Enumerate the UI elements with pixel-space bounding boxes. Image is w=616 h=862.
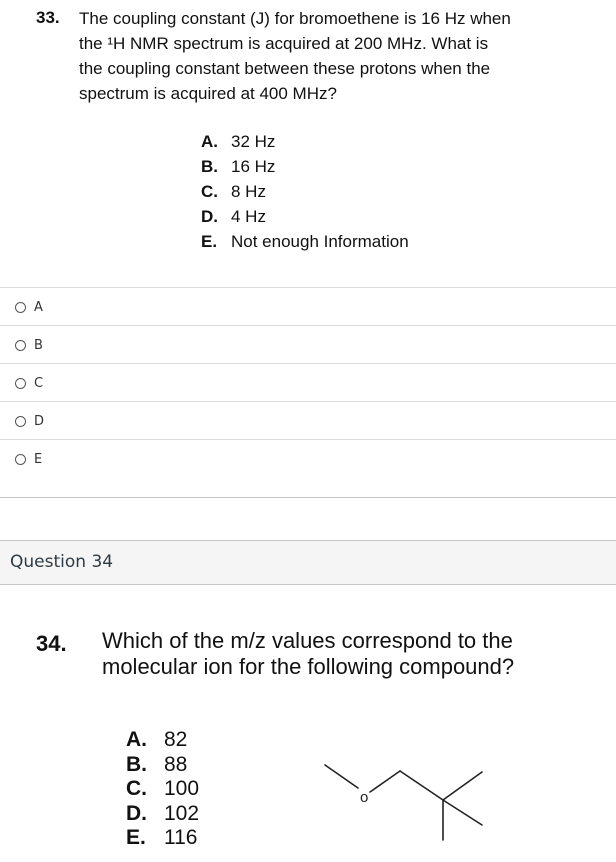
- q34-text-line: Which of the m/z values correspond to the: [102, 628, 513, 653]
- q33-option: B. 16 Hz: [201, 157, 276, 176]
- q33-option: D. 4 Hz: [201, 207, 266, 226]
- q34-option-list: [126, 728, 199, 851]
- radio-button[interactable]: [15, 302, 26, 313]
- q34-text-line: molecular ion for the following compound?: [102, 654, 515, 679]
- q33-option-list: [201, 129, 409, 254]
- q34-option: A. 82: [126, 728, 188, 751]
- answer-option-c[interactable]: [0, 363, 616, 402]
- question-title: Question 34: [10, 552, 114, 572]
- answer-option-e[interactable]: [0, 439, 616, 478]
- q33-number: 33.: [36, 8, 60, 27]
- q34-option: E. 116: [126, 826, 198, 849]
- answer-label: C: [34, 375, 44, 391]
- molecule-structure-diagram: [320, 760, 490, 845]
- q33-text-line: spectrum is acquired at 400 MHz?: [79, 84, 337, 103]
- q33-option: E. Not enough Information: [201, 232, 409, 251]
- answer-label: A: [34, 299, 43, 315]
- divider: [0, 497, 616, 498]
- bond: [325, 765, 358, 788]
- q34-question-text: [102, 628, 514, 680]
- q33-question-text: [79, 6, 511, 106]
- answer-label: E: [34, 451, 43, 467]
- q33-text-line: the ¹H NMR spectrum is acquired at 200 MHz. What is: [79, 34, 489, 53]
- oxygen-atom-label: o: [360, 789, 369, 806]
- answer-option-d[interactable]: [0, 401, 616, 440]
- radio-button[interactable]: [15, 454, 26, 465]
- question-header: [0, 540, 616, 585]
- q33-option: C. 8 Hz: [201, 182, 266, 201]
- q33-text-line: the coupling constant between these protons when the: [79, 59, 491, 78]
- q34-option: B. 88: [126, 752, 188, 776]
- bond: [443, 772, 482, 800]
- bond: [370, 771, 400, 792]
- q34-option: D. 102: [126, 801, 200, 825]
- radio-button[interactable]: [15, 378, 26, 389]
- q33-option: A. 32 Hz: [201, 132, 276, 151]
- q34-option: C. 100: [126, 777, 200, 800]
- bond: [400, 771, 443, 800]
- radio-button[interactable]: [15, 416, 26, 427]
- answer-label: B: [34, 337, 43, 353]
- answer-label: D: [34, 413, 45, 429]
- q33-text-line: The coupling constant (J) for bromoethene is 16 Hz when: [79, 9, 511, 28]
- radio-button[interactable]: [15, 340, 26, 351]
- q34-number: 34.: [36, 631, 67, 656]
- answer-option-b[interactable]: [0, 325, 616, 364]
- answer-option-a[interactable]: [0, 287, 616, 326]
- bond: [443, 800, 482, 825]
